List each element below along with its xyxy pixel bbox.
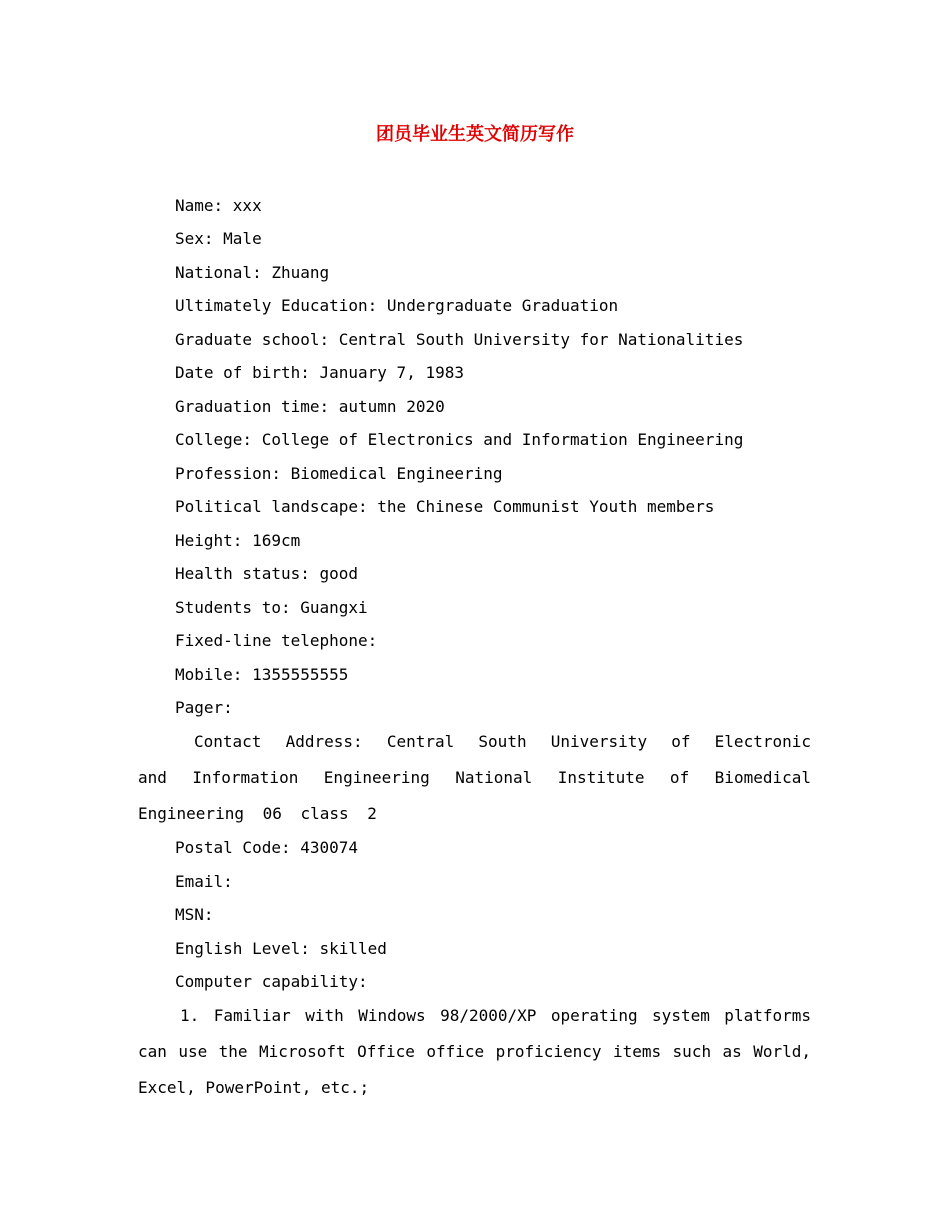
field-college: College: College of Electronics and Information Engineering (175, 430, 744, 449)
field-contact-address: Contact Address: Central South University of Electronic and Information Engineering National Institute of Biomedical Engineering 06 class 2 (138, 732, 811, 823)
field-graduation-time: Graduation time: autumn 2020 (175, 397, 445, 416)
field-msn: MSN: (175, 905, 214, 924)
field-height: Height: 169cm (175, 531, 301, 550)
field-postal-code: Postal Code: 430074 (175, 838, 359, 857)
field-date-of-birth: Date of birth: January 7, 1983 (175, 363, 464, 382)
field-pager: Pager: (175, 698, 233, 717)
field-education: Ultimately Education: Undergraduate Graduation (175, 296, 619, 315)
field-mobile: Mobile: 1355555555 (175, 665, 349, 684)
field-english-level: English Level: skilled (175, 939, 387, 958)
field-email: Email: (175, 872, 233, 891)
field-health-status: Health status: good (175, 564, 359, 583)
field-sex: Sex: Male (175, 229, 262, 248)
field-fixed-line-telephone: Fixed-line telephone: (175, 631, 378, 650)
document-title: 团员毕业生英文简历写作 (376, 124, 574, 145)
field-name: Name: xxx (175, 196, 262, 215)
field-profession: Profession: Biomedical Engineering (175, 464, 503, 483)
field-graduate-school: Graduate school: Central South University for Nationalities (175, 330, 744, 349)
field-computer-capability: Computer capability: (175, 972, 368, 991)
computer-capability-item-1: 1. Familiar with Windows 98/2000/XP operating system platforms can use the Microsoft Office office proficiency items such as World, Excel, PowerPoint, etc.; (138, 1006, 811, 1097)
field-national: National: Zhuang (175, 263, 330, 282)
field-political-landscape: Political landscape: the Chinese Communist Youth members (175, 497, 715, 516)
field-students-to: Students to: Guangxi (175, 598, 368, 617)
